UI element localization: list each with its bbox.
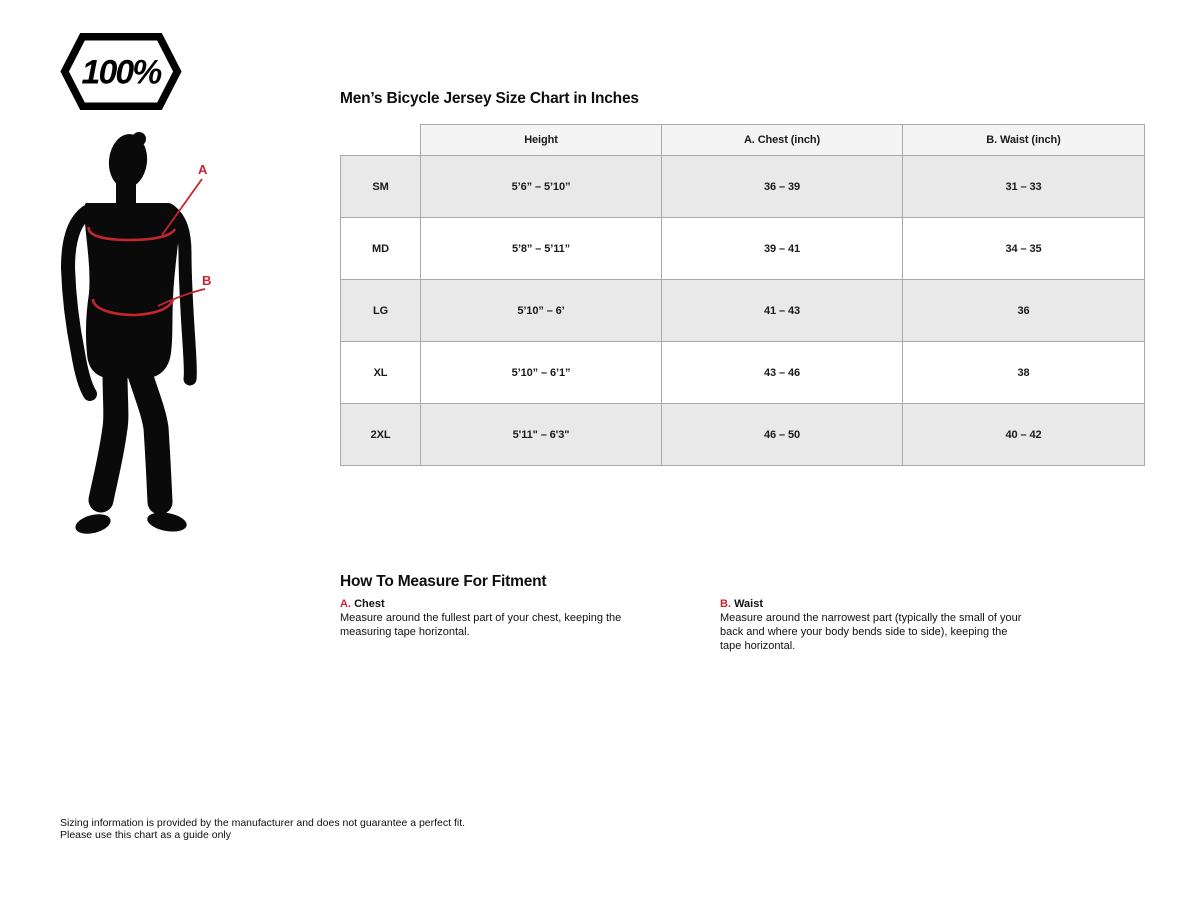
disclaimer-line-1: Sizing information is provided by the manufacturer and does not guarantee a perfect fit. [60,817,466,829]
measure-item-label [720,598,1028,610]
waist-value: 31 – 33 [903,156,1145,218]
size-chart-table [340,124,1145,466]
column-header-height: Height [421,125,662,156]
measure-name-chest: Chest [354,598,385,610]
table-row [341,404,1145,466]
column-header-waist: B. Waist (inch) [903,125,1145,156]
page-title: Men’s Bicycle Jersey Size Chart in Inches [340,90,639,107]
size-label: 2XL [341,404,421,466]
chest-value: 36 – 39 [662,156,903,218]
chest-value: 43 – 46 [662,342,903,404]
measure-description-chest: Measure around the fullest part of your chest, keeping the measuring tape horizontal. [340,612,622,638]
label-a: A [198,162,208,177]
measurement-figure [57,128,217,550]
measure-item-waist [720,598,1028,653]
size-label: LG [341,280,421,342]
table-row [341,342,1145,404]
table-row [341,218,1145,280]
chest-value: 41 – 43 [662,280,903,342]
chest-value: 46 – 50 [662,404,903,466]
male-silhouette-icon [57,128,217,550]
column-header-chest: A. Chest (inch) [662,125,903,156]
table-corner-cell [341,125,421,156]
brand-logo [60,33,182,110]
disclaimer [60,817,465,841]
table-row [341,156,1145,218]
logo-text: 100% [81,53,161,92]
waist-value: 38 [903,342,1145,404]
table-row [341,280,1145,342]
table-header-row [341,125,1145,156]
waist-value: 40 – 42 [903,404,1145,466]
section-heading: How To Measure For Fitment [340,573,547,590]
measure-item-chest [340,598,648,639]
height-value: 5'11" – 6'3" [421,404,662,466]
measure-prefix-b: B. [720,598,731,610]
measure-item-label [340,598,648,610]
chest-value: 39 – 41 [662,218,903,280]
size-label: SM [341,156,421,218]
waist-value: 36 [903,280,1145,342]
silhouette-body [84,132,180,378]
height-value: 5’8” – 5’11” [421,218,662,280]
size-label: XL [341,342,421,404]
disclaimer-line-2: Please use this chart as a guide only [60,829,232,841]
size-label: MD [341,218,421,280]
silhouette-feet [73,510,188,537]
height-value: 5’10” – 6’ [421,280,662,342]
brand-logo-icon [60,33,182,110]
measure-name-waist: Waist [734,598,763,610]
measure-prefix-a: A. [340,598,351,610]
label-b: B [202,273,212,288]
height-value: 5’10” – 6’1” [421,342,662,404]
height-value: 5’6” – 5’10” [421,156,662,218]
waist-value: 34 – 35 [903,218,1145,280]
measure-description-waist: Measure around the narrowest part (typically the small of your back and where your body bends side to side), keeping the tape horizontal. [720,612,1022,652]
